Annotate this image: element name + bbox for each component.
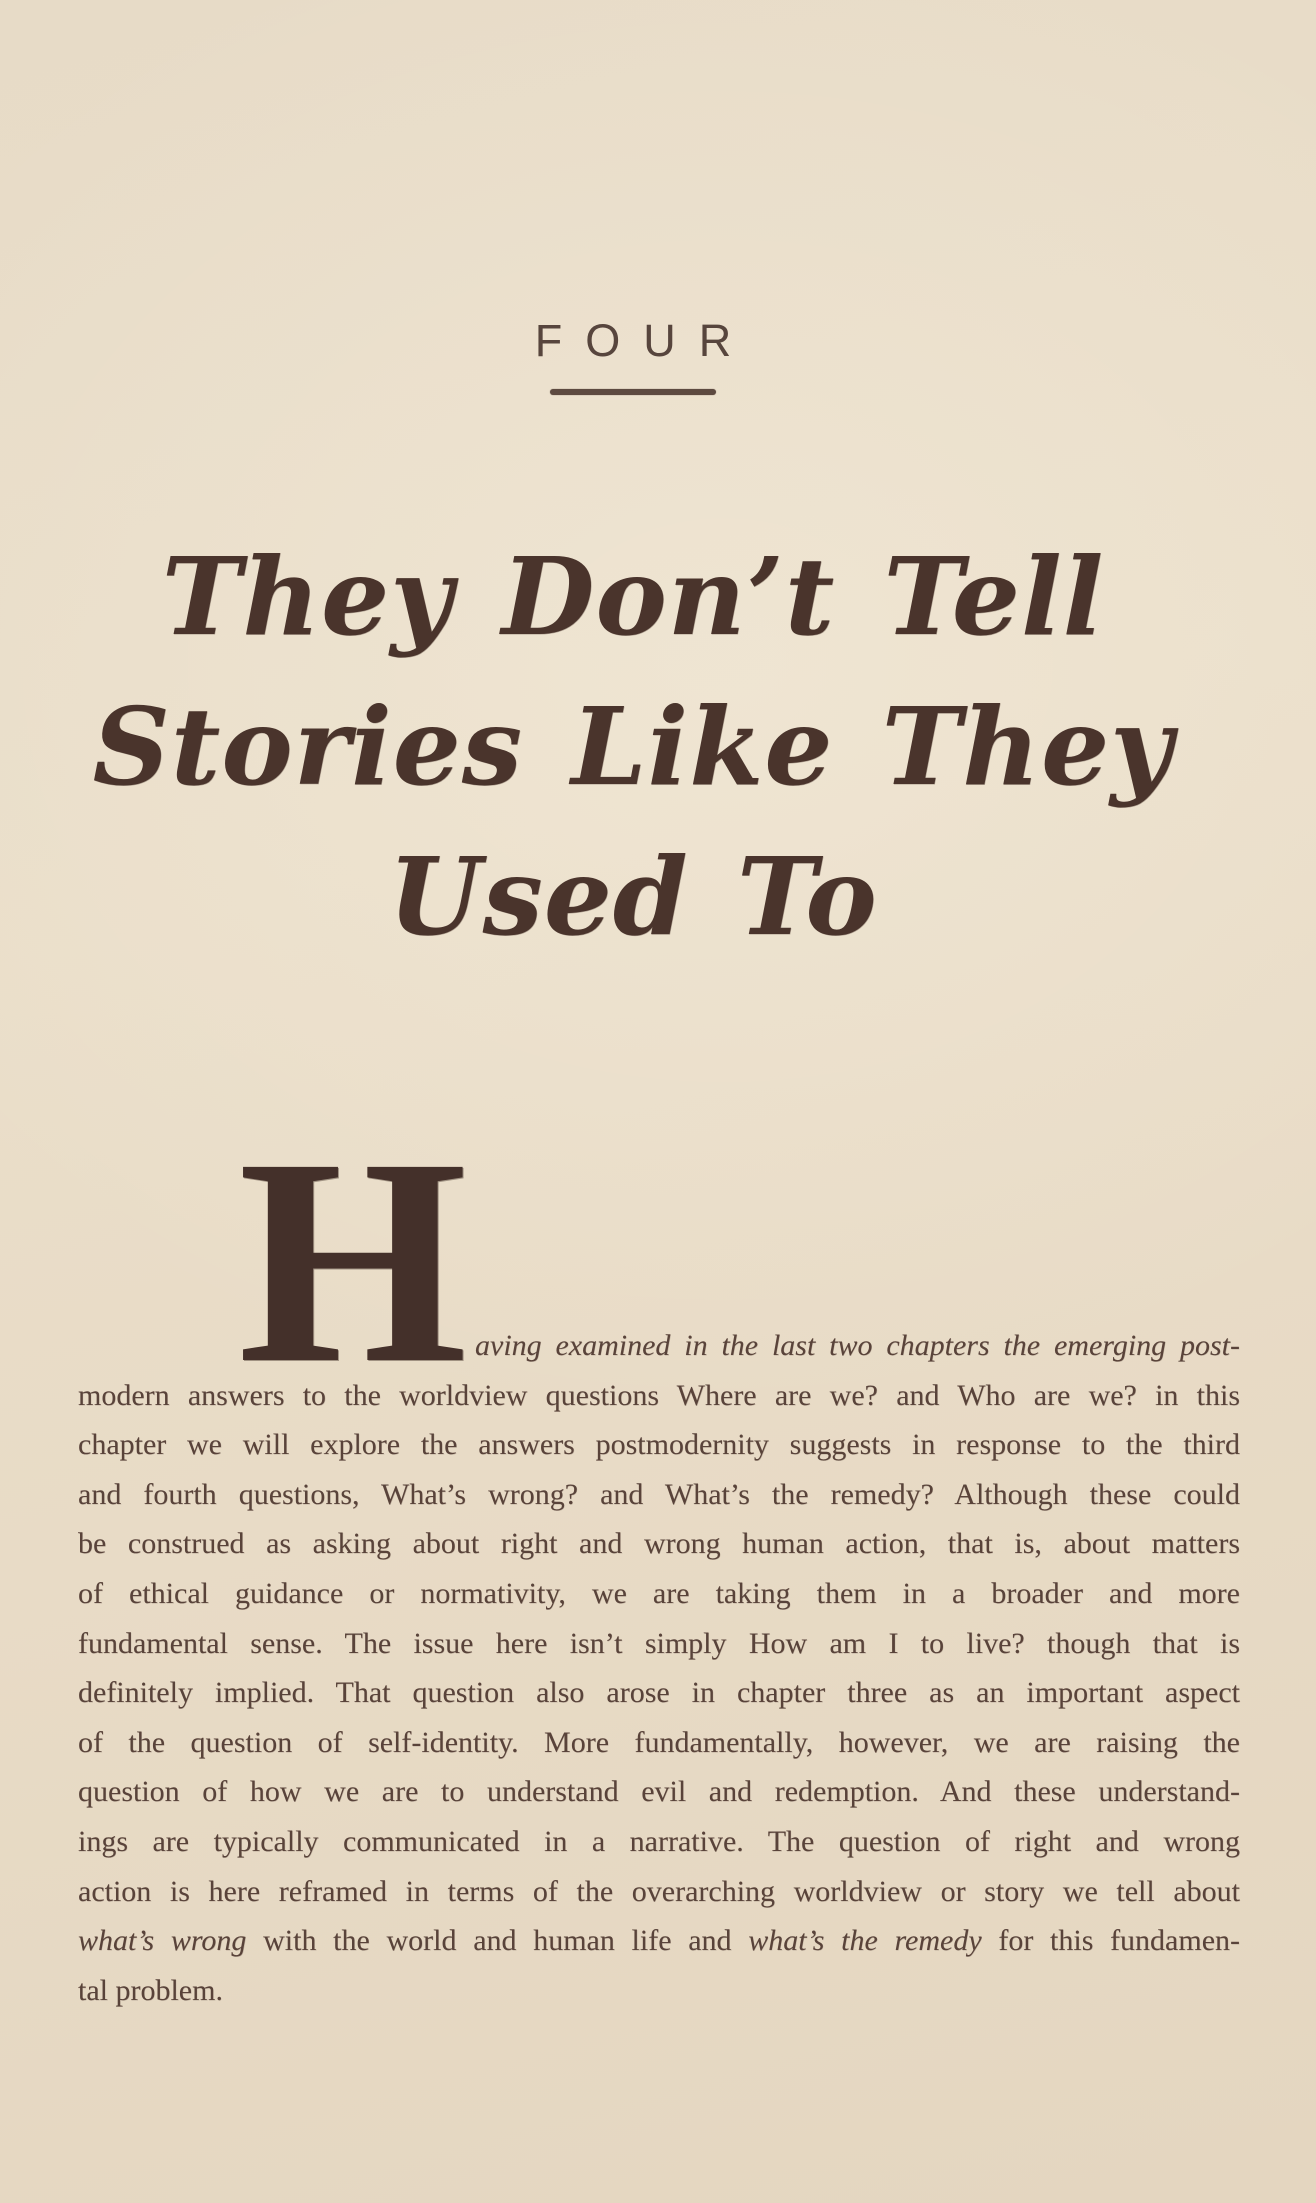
chapter-title-line-1: They Don’t Tell (161, 535, 1105, 660)
paragraph-line-6: of ethical guidance or normativity, we are taking them in a broader and more (78, 1576, 1240, 1610)
italic-phrase-whats-the-remedy: what’s the remedy (748, 1924, 982, 1958)
paragraph-line-7: fundamental sense. The issue here isn’t simply How am I to live? though that is (78, 1626, 1240, 1660)
dropcap-letter: H (238, 1097, 468, 1424)
paragraph-line-13 (78, 1916, 1240, 1966)
roman-segment: with the world and human life and (246, 1924, 749, 1958)
paragraph-line-5: be construed as asking about right and wrong human action, that is, about matters (78, 1527, 1240, 1561)
opening-paragraph (78, 1097, 1241, 2015)
paragraph-line-4: and fourth questions, What’s wrong? and What’s the remedy? Although these could (78, 1477, 1240, 1511)
paragraph-line-8: definitely implied. That question also arose in chapter three as an important aspect (78, 1676, 1240, 1710)
chapter-title (0, 523, 1266, 973)
paragraph-line-9: of the question of self-identity. More fundamentally, however, we are raising the (78, 1725, 1240, 1759)
paragraph-line-3: chapter we will explore the answers postmodernity suggests in response to the third (78, 1428, 1240, 1462)
chapter-rule-divider (550, 389, 716, 395)
paragraph-line-14: tal problem. (78, 1973, 223, 2007)
italic-phrase-whats-wrong: what’s wrong (78, 1924, 247, 1958)
chapter-number: FOUR (534, 315, 755, 366)
chapter-title-line-2: Stories Like They (92, 685, 1174, 810)
opening-italic-text: aving examined in the last two chapters the emerging post- (475, 1329, 1240, 1362)
paragraph-line-12: action is here reframed in terms of the overarching worldview or story we tell about (78, 1874, 1240, 1908)
paragraph-line-2: modern answers to the worldview questions Where are we? and Who are we? in this (78, 1378, 1240, 1412)
paragraph-line-10: question of how we are to understand evil and redemption. And these understand- (78, 1775, 1240, 1809)
roman-segment: for this fundamen- (981, 1924, 1241, 1958)
chapter-title-line-3: Used To (388, 835, 878, 960)
paragraph-line-11: ings are typically communicated in a narrative. The question of right and wrong (78, 1824, 1240, 1858)
